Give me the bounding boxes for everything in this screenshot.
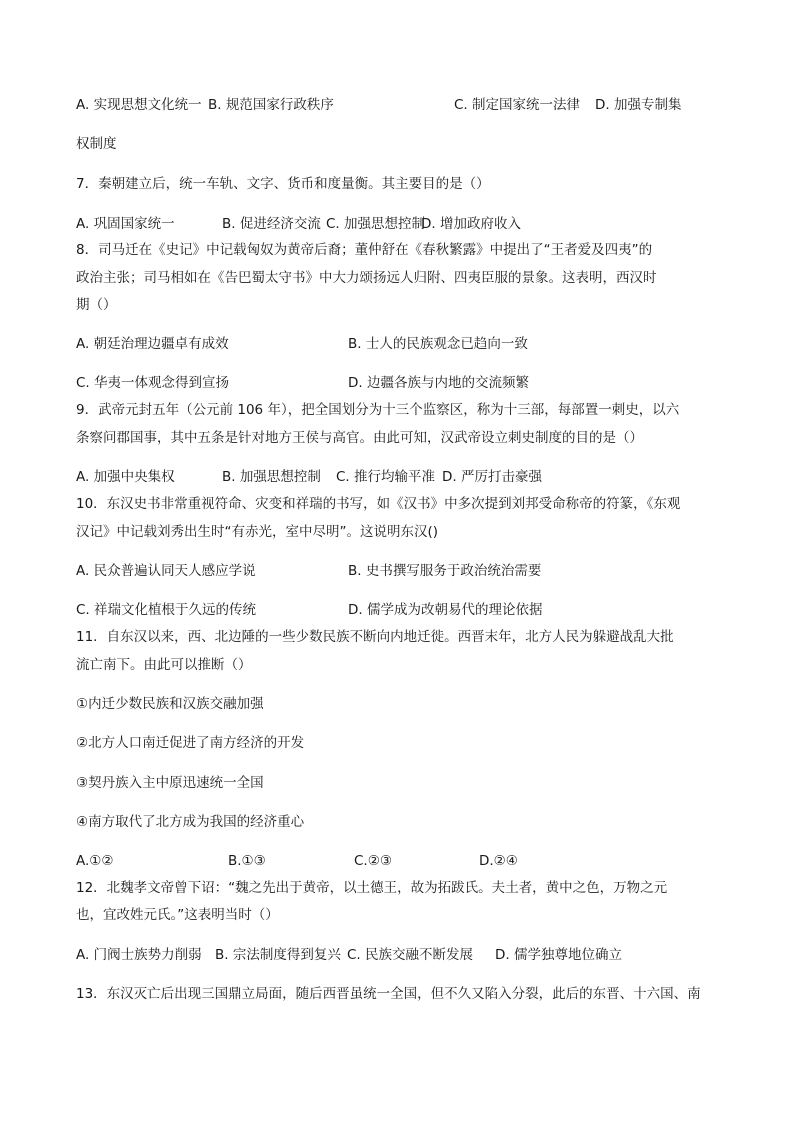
q11-statement-3: ③契丹族入主中原迅速统一全国 [76, 775, 264, 791]
q8-stem-line-3: 期（） [76, 297, 117, 313]
q6-option-a: A. 实现思想文化统一 [76, 97, 202, 113]
q12-stem-line-2: 也，宜改姓元氏。”这表明当时（） [76, 907, 279, 923]
q10-option-c: C. 祥瑞文化植根于久远的传统 [76, 602, 257, 618]
q11-option-b: B.①③ [228, 853, 266, 869]
q12-option-a: A. 门阀士族势力削弱 [76, 947, 202, 963]
q11-stem-line-2: 流亡南下。由此可以推断（） [76, 657, 252, 673]
q9-option-a: A. 加强中央集权 [76, 469, 175, 485]
q12-option-b: B. 宗法制度得到复兴 [215, 947, 341, 963]
q13-stem-line-1: 13．东汉灭亡后出现三国鼎立局面，随后西晋虽统一全国，但不久又陷入分裂，此后的东晋、十六国、南 [76, 986, 701, 1002]
q8-option-c: C. 华夷一体观念得到宣扬 [76, 375, 230, 391]
q10-option-a: A. 民众普遍认同天人感应学说 [76, 563, 256, 579]
q8-stem-line-2: 政治主张；司马相如在《告巴蜀太守书》中大力颂扬远人归附、四夷臣服的景象。这表明，西汉时 [76, 270, 657, 286]
q9-option-d: D. 严厉打击豪强 [442, 469, 542, 485]
q9-option-c: C. 推行均输平准 [336, 469, 436, 485]
q11-statement-2: ②北方人口南迁促进了南方经济的开发 [76, 735, 305, 751]
q11-option-a: A.①② [76, 853, 114, 869]
q10-stem-line-2: 汉记》中记载刘秀出生时“有赤光，室中尽明”。这说明东汉() [76, 524, 439, 540]
q12-stem-line-1: 12．北魏孝文帝曾下诏：“魏之先出于黄帝，以土德王，故为拓跋氏。夫土者，黄中之色，万物之元 [76, 880, 668, 896]
q11-statement-1: ①内迁少数民族和汉族交融加强 [76, 696, 264, 712]
q6-option-d: D. 加强专制集 [595, 97, 682, 113]
q7-stem: 7．秦朝建立后，统一车轨、文字、货币和度量衡。其主要目的是（） [76, 176, 490, 192]
q12-option-c: C. 民族交融不断发展 [347, 947, 474, 963]
q10-option-d: D. 儒学成为改朝易代的理论依据 [348, 602, 543, 618]
q8-option-d: D. 边疆各族与内地的交流频繁 [348, 375, 529, 391]
q12-option-d: D. 儒学独尊地位确立 [495, 947, 622, 963]
q7-option-d: D. 增加政府收入 [421, 216, 521, 232]
q8-stem-line-1: 8．司马迁在《史记》中记载匈奴为黄帝后裔；董仲舒在《春秋繁露》中提出了“王者爱及四夷”的 [76, 242, 653, 258]
q6-option-b: B. 规范国家行政秩序 [208, 97, 334, 113]
q11-option-d: D.②④ [479, 853, 518, 869]
q7-option-a: A. 巩固国家统一 [76, 216, 175, 232]
q9-stem-line-2: 条察问郡国事，其中五条是针对地方王侯与高官。由此可知，汉武帝设立刺史制度的目的是（） [76, 430, 643, 446]
q7-option-c: C. 加强思想控制 [326, 216, 426, 232]
q11-stem-line-1: 11．自东汉以来，西、北边陲的一些少数民族不断向内地迁徙。西晋末年，北方人民为躲避战乱大批 [76, 629, 674, 645]
q10-stem-line-1: 10．东汉史书非常重视符命、灾变和祥瑞的书写，如《汉书》中多次提到刘邦受命称帝的符篆，《东观 [76, 496, 681, 512]
q7-option-b: B. 促进经济交流 [222, 216, 321, 232]
q8-option-b: B. 士人的民族观念已趋向一致 [348, 336, 528, 352]
q6-option-d-wrap: 权制度 [76, 136, 117, 152]
q10-option-b: B. 史书撰写服务于政治统治需要 [348, 563, 542, 579]
q11-statement-4: ④南方取代了北方成为我国的经济重心 [76, 814, 305, 830]
q9-option-b: B. 加强思想控制 [222, 469, 321, 485]
q8-option-a: A. 朝廷治理边疆卓有成效 [76, 336, 229, 352]
q11-option-c: C.②③ [354, 853, 392, 869]
q6-option-c: C. 制定国家统一法律 [454, 97, 581, 113]
q9-stem-line-1: 9．武帝元封五年（公元前 106 年），把全国划分为十三个监察区，称为十三部，每部置一刺史，以六 [76, 402, 680, 418]
